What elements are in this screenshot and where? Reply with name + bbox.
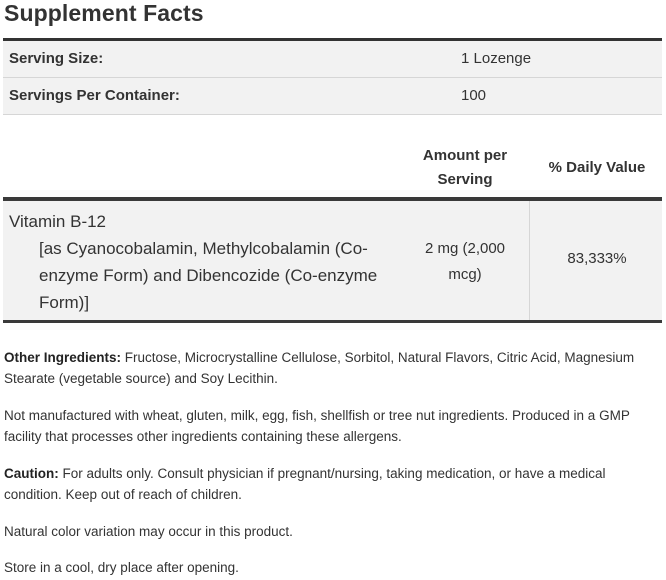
serving-size-label: Serving Size: <box>9 50 104 67</box>
serving-bottom-divider <box>3 114 662 115</box>
amount-per-serving-header <box>412 144 518 192</box>
nutrient-name: Vitamin B-12 <box>9 212 107 231</box>
amount-header-line2: Serving <box>437 171 493 188</box>
servings-per-container-value: 100 <box>461 87 487 104</box>
amount-header-line1: Amount per <box>422 147 508 164</box>
page-title: Supplement Facts <box>4 0 204 26</box>
other-ingredients-note <box>4 347 664 389</box>
nutrient-amount-line2: mcg) <box>448 266 482 283</box>
nutrient-amount-line1: 2 mg (2,000 <box>424 240 506 257</box>
table-bottom-rule <box>3 320 662 323</box>
storage-note: Store in a cool, dry place after opening. <box>4 560 239 575</box>
nutrient-detail: [as Cyanocobalamin, Methylcobalamin (Co-enzyme Form) and Dibencozide (Co-enzyme Form)] <box>39 239 378 312</box>
daily-value-header: % Daily Value <box>548 159 646 176</box>
allergen-note: Not manufactured with wheat, gluten, milk, egg, fish, shellfish or tree nut ingredients. Produced in a GMP facility that processes other ingredients containing these allergens. <box>4 408 630 444</box>
serving-size-row <box>3 41 662 77</box>
caution-label: Caution: <box>4 466 59 481</box>
nutrient-daily-value: 83,333% <box>567 250 627 267</box>
nutrient-amount <box>412 236 518 288</box>
caution-text: For adults only. Consult physician if pregnant/nursing, taking medication, or have a medical condition. Keep out of reach of children. <box>4 466 606 502</box>
servings-per-container-label: Servings Per Container: <box>9 87 180 104</box>
nutrient-column-divider <box>529 201 530 320</box>
serving-size-value: 1 Lozenge <box>461 50 532 67</box>
caution-note <box>4 463 664 505</box>
color-variation-note: Natural color variation may occur in this product. <box>4 524 293 539</box>
other-ingredients-text: Fructose, Microcrystalline Cellulose, Sorbitol, Natural Flavors, Citric Acid, Magnesium Stearate (vegetable source) and Soy Lecithin. <box>4 350 635 386</box>
other-ingredients-label: Other Ingredients: <box>4 350 122 365</box>
servings-per-container-row <box>3 78 662 114</box>
